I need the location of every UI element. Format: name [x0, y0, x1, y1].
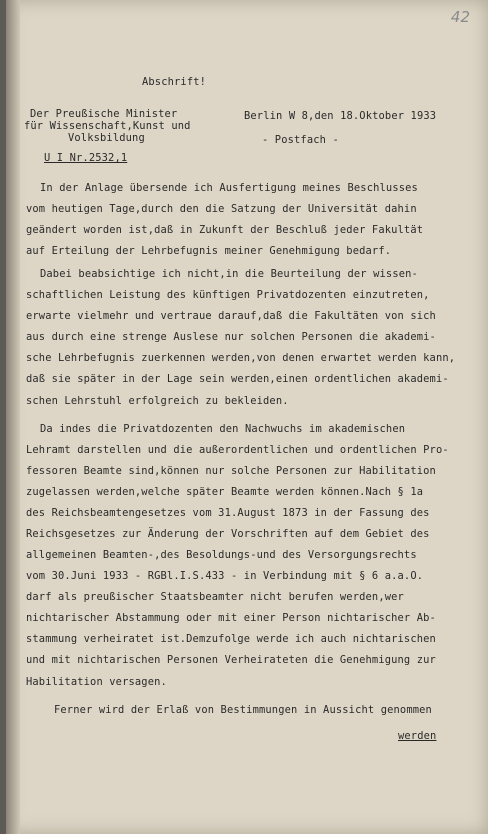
header-abschrift: Abschrift! [142, 76, 207, 88]
place-date: Berlin W 8,den 18.Oktober 1933 [244, 110, 437, 122]
catchword: werden [398, 730, 437, 742]
body-line: Da indes die Privatdozenten den Nachwuchs im akademischen [40, 423, 406, 435]
body-line: Reichsgesetzes zur Änderung der Vorschriften auf dem Gebiet des [26, 528, 430, 540]
body-line: daß sie später in der Lage sein werden,einen ordentlichen akademi- [26, 373, 449, 385]
reference-number: U I Nr.2532,1 [44, 152, 128, 164]
body-line: darf als preußischer Staatsbeamter nicht berufen werden,wer [26, 591, 404, 603]
body-line: schen Lehrstuhl erfolgreich zu bekleiden. [26, 395, 289, 407]
body-line: aus durch eine strenge Auslese nur solchen Personen die akademi- [26, 331, 436, 343]
postfach: - Postfach - [262, 134, 339, 146]
body-line: vom heutigen Tage,durch den die Satzung der Universität dahin [26, 203, 417, 215]
body-line: Ferner wird der Erlaß von Bestimmungen in Aussicht genommen [54, 704, 432, 716]
sender-line-1: Der Preußische Minister [30, 108, 178, 120]
body-line: nichtarischer Abstammung oder mit einer Person nichtarischer Ab- [26, 612, 436, 624]
page-binding-edge [6, 0, 20, 834]
body-line: auf Erteilung der Lehrbefugnis meiner Genehmigung bedarf. [26, 245, 392, 257]
body-line: vom 30.Juni 1933 - RGBl.I.S.433 - in Verbindung mit § 6 a.a.O. [26, 570, 424, 582]
body-line: erwarte vielmehr und vertraue darauf,daß die Fakultäten von sich [26, 310, 436, 322]
body-line: des Reichsbeamtengesetzes vom 31.August 1873 in der Fassung des [26, 507, 430, 519]
body-line: sche Lehrbefugnis zuerkennen werden,von denen erwartet werden kann, [26, 352, 456, 364]
body-line: zugelassen werden,welche später Beamte werden können.Nach § 1a [26, 486, 424, 498]
page-number: 42 [450, 8, 470, 26]
body-line: allgemeinen Beamten-,des Besoldungs-und des Versorgungsrechts [26, 549, 417, 561]
body-line: geändert worden ist,daß in Zukunft der Beschluß jeder Fakultät [26, 224, 424, 236]
document-page [6, 0, 488, 834]
body-line: und mit nichtarischen Personen Verheirateten die Genehmigung zur [26, 654, 436, 666]
body-line: Habilitation versagen. [26, 676, 167, 688]
sender-line-3: Volksbildung [68, 132, 145, 144]
body-line: In der Anlage übersende ich Ausfertigung meines Beschlusses [40, 182, 418, 194]
body-line: Dabei beabsichtige ich nicht,in die Beurteilung der wissen- [40, 268, 418, 280]
sender-line-2: für Wissenschaft,Kunst und [24, 120, 191, 132]
body-line: stammung verheiratet ist.Demzufolge werde ich auch nichtarischen [26, 633, 436, 645]
body-line: fessoren Beamte sind,können nur solche Personen zur Habilitation [26, 465, 436, 477]
body-line: Lehramt darstellen und die außerordentlichen und ordentlichen Pro- [26, 444, 449, 456]
body-line: schaftlichen Leistung des künftigen Privatdozenten einzutreten, [26, 289, 430, 301]
